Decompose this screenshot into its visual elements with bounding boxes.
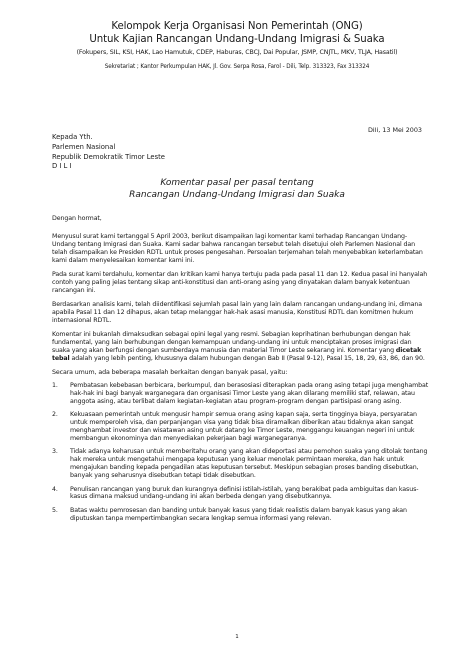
subject-line: Rancangan Undang-Undang Imigrasi dan Suaka <box>129 189 345 200</box>
list-item-number: 1. <box>52 382 58 390</box>
greeting: Dengan hormat, <box>52 215 102 222</box>
paragraph: Pada surat kami terdahulu, komentar dan kritikan kami hanya tertuju pada pada pasal 11 dan 12. Kedua pasal ini hanyalah contoh yang paling jelas tentang sikap anti-konstitusi dan anti-orang asing yang dinyatakan dalam banyak ketentuan rancangan ini. <box>52 270 428 294</box>
list-item-text: Kekuasaan pemerintah untuk mengusir hampir semua orang asing kapan saja, serta tingginya biaya, persyaratan untuk memperoleh visa, dan perpanjangan visa yang tidak bisa diramalkan diberikan atau tidaknya akan sangat menghambat investor dan wisatawan asing untuk datang ke Timor Leste, menggangu keuangan negeri ini untuk membangun ekonominya dan menyediakan pekerjaan bagi warganegaranya. <box>70 411 417 442</box>
list-item-number: 2. <box>52 411 58 419</box>
list-item <box>52 486 430 502</box>
list-item <box>52 382 430 406</box>
paragraph: Berdasarkan analisis kami, telah diidentifikasi sejumlah pasal lain yang lain dalam rancangan undang-undang ini, dimana apabila Pasal 11 dan 12 dihapus, akan tetap melanggar hak-hak asasi manusia, Konstitusi RDTL dan komitmen hukum internasional RDTL. <box>52 301 422 324</box>
list-item-text: Pembatasan kebebasan berbicara, berkumpul, dan berasosiasi diterapkan pada orang asing tetapi juga menghambat hak-hak ini bagi banyak warganegara dan organisasi Timor Leste yang akan dilarang memiliki staf, relawan, atau anggota asing, atau terlibat dalam kegiatan-kegiatan atau program-program dengan partisipasi orang asing. <box>70 382 429 405</box>
recipient-line: Republik Demokratik Timor Leste <box>52 152 165 161</box>
paragraph <box>52 331 430 363</box>
letterhead-subtitle: Untuk Kajian Rancangan Undang-Undang Imigrasi & Suaka <box>89 34 385 45</box>
list-item-text: Tidak adanya keharusan untuk memberitahu orang yang akan dideportasi atau pemohon suaka yang ditolak tentang hak mereka untuk mengetahui mengapa keputusan yang keluar menolak permintaan mereka, dan hak untuk mengajukan banding kepada pengadilan atas keputusan tersebut. Meskipun sebagian proses banding disebutkan, banyak yang seharusnya disebutkan tetapi tidak disebutkan. <box>70 448 428 480</box>
list-item-number: 4. <box>52 485 58 493</box>
page-number: 1 <box>235 634 239 640</box>
list-item-text: Penulisan rancangan yang buruk dan kurangnya definisi istilah-istilah, yang berakibat pada ambiguitas dan kasus-kasus dimana maksud undang-undang ini akan berbeda dengan yang disebutkannya. <box>70 485 419 501</box>
letter-body <box>52 215 430 528</box>
letterhead-secretariat: Sekretariat ; Kantor Perkumpulan HAK, Jl. Gov. Serpa Rosa, Farol - Dili, Telp. 313323, Fax 313324 <box>104 64 370 70</box>
list-item <box>52 411 430 443</box>
letterhead-title: Kelompok Kerja Organisasi Non Pemerintah (ONG) <box>111 21 363 32</box>
subject-heading <box>0 178 474 201</box>
list-item <box>52 448 430 480</box>
recipient-block <box>52 133 165 172</box>
letterhead-members: (Fokupers, SIL, KSI, HAK, Lao Hamutuk, CDEP, Haburas, CBCJ, Dai Popular, JSMP, CNJTL, MKV, TLJA, Hasatil) <box>76 49 398 56</box>
letterhead <box>0 20 474 71</box>
letter-date: Dili, 13 Mei 2003 <box>368 126 422 134</box>
recipient-line: D I L I <box>52 162 72 171</box>
issue-list <box>52 382 430 523</box>
bold-text: dicetak tebal <box>52 346 422 362</box>
list-item-text: Batas waktu pemrosesan dan banding untuk banyak kasus yang tidak realistis dalam banyak kasus yang akan diputuskan tanpa mempertimbangkan secara lengkap semua informasi yang relevan. <box>70 506 407 522</box>
paragraph-text: adalah yang lebih penting, khususnya dalam hubungan dengan Bab II (Pasal 9-12), Pasal 15, 18, 29, 63, 86, dan 90. <box>71 354 425 362</box>
list-item <box>52 507 430 523</box>
list-item-number: 3. <box>52 448 58 456</box>
paragraph-text: Komentar ini bukanlah dimaksudkan sebagai opini legal yang resmi. Sebagian keprihatinan berhubungan dengan hak fundamental, yang lain berhubungan dengan kemampuan undang-undang ini untuk menciptakan proses imigrasi dan suaka yang akan berfungsi dengan sumberdaya manusia dan material Timor Leste sekarang ini. Komentar yang <box>52 331 412 354</box>
list-intro: Secara umum, ada beberapa masalah berkaitan dengan banyak pasal, yaitu: <box>52 369 288 377</box>
recipient-line: Kepada Yth. <box>52 133 93 141</box>
list-item-number: 5. <box>52 506 58 514</box>
paragraph: Menyusul surat kami tertanggal 5 April 2003, berikut disampaikan lagi komentar kami terhadap Rancangan Undang-Undang tentang Imigrasi dan Suaka. Kami sadar bahwa rancangan tersebut telah disetujui oleh Parlemen Nasional dan telah disampaikan ke Presiden RDTL untuk proses pengesahan. Persoalan terjemahan telah menyebabkan keterlambatan kami dalam menyelesaikan komentar kami ini. <box>52 232 423 264</box>
recipient-line: Parlemen Nasional <box>52 142 116 151</box>
subject-line: Komentar pasal per pasal tentang <box>160 178 314 188</box>
